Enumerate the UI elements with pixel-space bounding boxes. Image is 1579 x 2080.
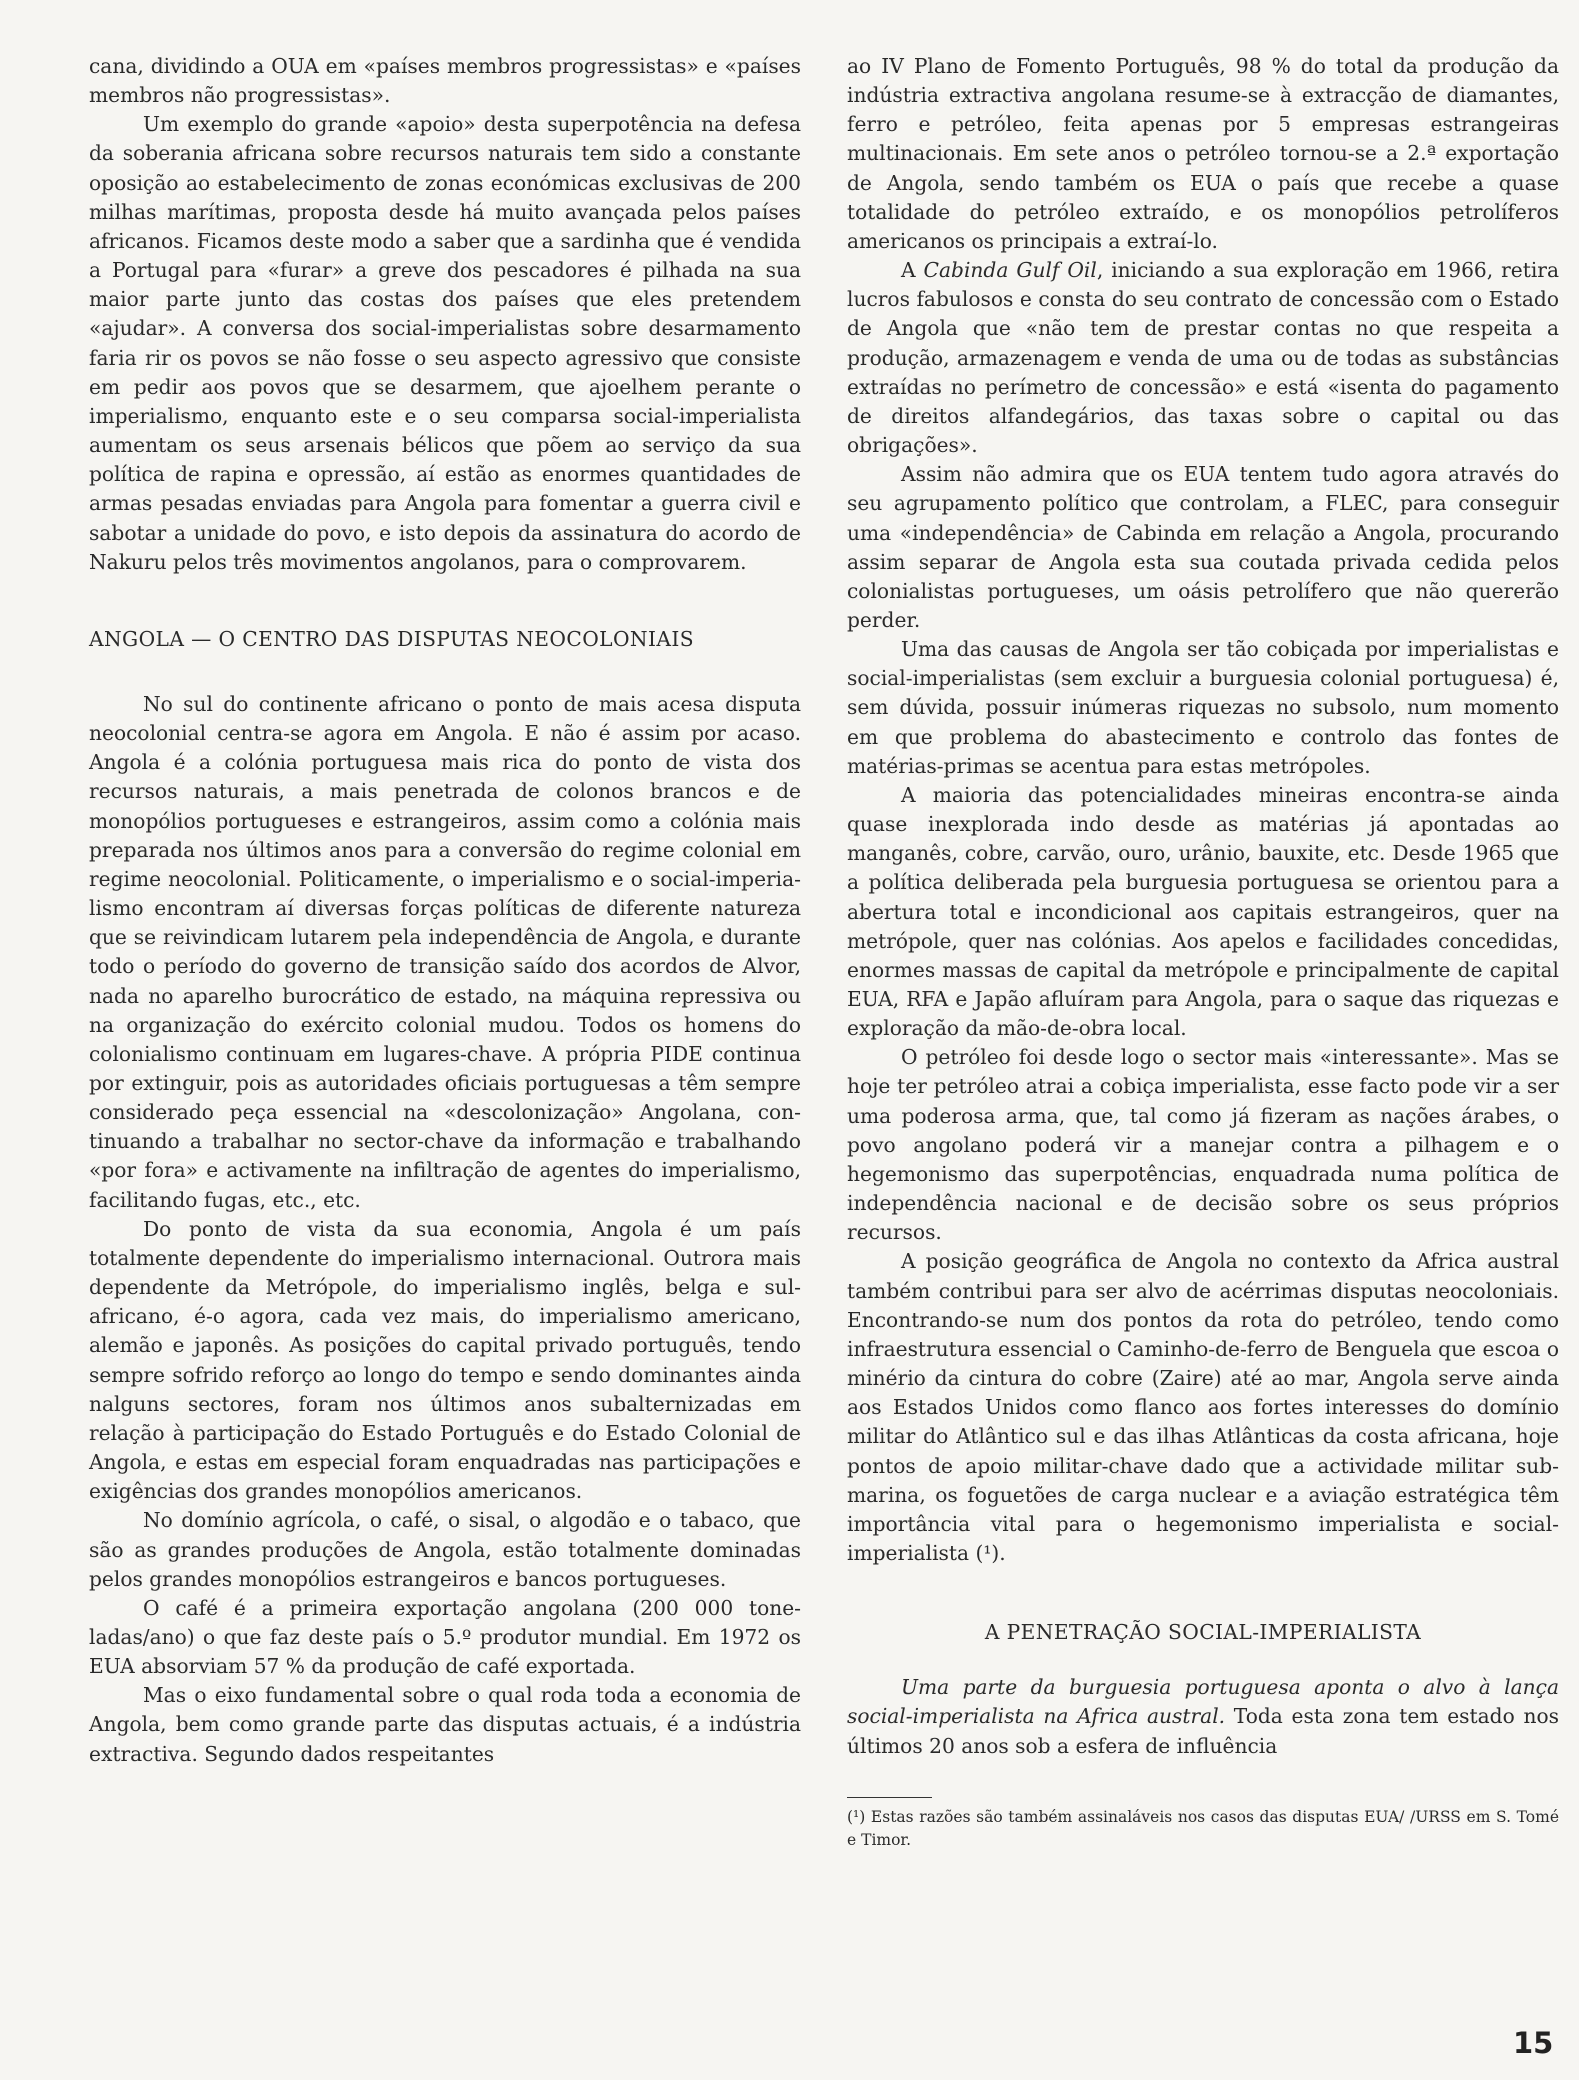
paragraph: Mas o eixo fundamental sobre o qual roda toda a economia de Angola, bem como grande parte das disputas actuais, é a indústria extractiva. Segundo dados respeitantes [89, 1683, 801, 1766]
paragraph [847, 1673, 1559, 1760]
lead-sentence: Uma parte da burguesia portuguesa aponta o alvo à lança social-imperialista na Africa austral. [847, 1675, 1559, 1729]
company-name: Cabinda Gulf Oil [923, 258, 1097, 283]
paragraph: Uma das causas de Angola ser tão cobiçada por imperialistas e social-imperialistas (sem excluir a burguesia colonial portuguesa) é, sem dúvida, possuir inúmeras riquezas no subsolo, num momento em que problema do abastecimento e controlo das fontes de matérias-primas se acentua para estas metrópoles. [847, 637, 1559, 778]
section-heading-angola: ANGOLA — O CENTRO DAS DISPUTAS NEOCOLONIAIS [89, 626, 694, 651]
paragraph: Assim não admira que os EUA tentem tudo agora através do seu agrupamento político que controlam, a FLEC, para conseguir uma «independência» de Cabinda em relação a Angola, procurando assim separar de Angola esta sua coutada privada cedida pelos colonialistas portugueses, um oásis petrolífero que não quererão perder. [847, 462, 1559, 632]
paragraph [847, 256, 1559, 460]
right-column [847, 52, 1559, 1852]
paragraph: O petróleo foi desde logo o sector mais «interessante». Mas se hoje ter petróleo atrai a cobiça imperialista, esse facto pode vir a ser uma poderosa arma, que, tal como já fizeram as nações árabes, o povo angolano poderá vir a manejar contra a pilhagem e o hegemonismo das superpotências, enquadrada numa política de independência nacional e de decisão sobre os seus próprios recursos. [847, 1045, 1559, 1245]
paragraph: A posição geográfica de Angola no contexto da Africa austral também contribui para ser alvo de acérrimas disputas neocoloniais. Encontrando-se num dos pontos da rota do petróleo, tendo como infraestrutura essencial o Caminho-de-ferro de Benguela que escoa o minério da cintura do cobre (Zaire) até ao mar, Angola serve ainda aos Estados Unidos como flanco aos fortes interesses do domínio militar do Atlântico sul e das ilhas Atlânticas da costa africana, hoje pontos de apoio militar-chave dado que a actividade militar submarina, os foguetões de carga nuclear e a aviação estratégica têm importância vital para o hegemonismo imperialista e social-imperialista (¹). [847, 1249, 1559, 1565]
paragraph: cana, dividindo a OUA em «países membros progressistas» e «países membros não progressistas». [89, 54, 801, 108]
paragraph: A maioria das potencialidades mineiras encontra-se ainda quase inexplorada indo desde as matérias já apontadas ao manganês, cobre, carvão, ouro, urânio, bauxite, etc. Desde 1965 que a política deliberada pela burguesia portuguesa se orientou para a abertura total e incondicional aos capitais estrangeiros, quer na metrópole, quer nas colónias. Aos apelos e facilidades concedidas, enormes massas de capital da metrópole e principalmente de capital EUA, RFA e Japão afluíram para Angola, para o saque das riquezas e exploração da mão-de-obra local. [847, 782, 1559, 1041]
left-column [89, 52, 801, 1769]
section-heading-penetracao: A PENETRAÇÃO SOCIAL-IMPERIALISTA [984, 1620, 1422, 1645]
footnote-divider [847, 1797, 932, 1798]
paragraph: O café é a primeira exportação angolana (200 000 toneladas/ano) o que faz deste país o 5.º produtor mundial. Em 1972 os EUA absorviam 57 % da produção de café exportada. [89, 1595, 801, 1679]
text-run: Toda esta zona tem estado nos últimos 20 anos sob a esfera de influência [847, 1704, 1560, 1758]
paragraph: Do ponto de vista da sua economia, Angola é um país totalmente dependente do imperialismo internacional. Outrora mais dependente da Metrópole, do imperialismo inglês, belga e sul-africano, é-o agora, cada vez mais, do imperialismo americano, alemão e japonês. As posições do capital privado português, tendo sempre sofrido reforço ao longo do tempo e sendo dominantes ainda nalguns sectores, foram nos últimos anos subalternizadas em relação à participação do Estado Português e do Estado Colonial de Angola, e estas em especial foram enquadradas nas participações e exigências dos grandes monopólios americanos. [89, 1216, 801, 1504]
paragraph: No sul do continente africano o ponto de mais acesa disputa neocolonial centra-se agora em Angola. E não é assim por acaso. Angola é a colónia portuguesa mais rica do ponto de vista dos recursos naturais, a mais penetrada de colonos brancos e de monopólios portugueses e estrangeiros, assim como a colónia mais preparada nos últimos anos para a conversão do regime colonial em regime neocolonial. Politicamente, o imperialismo e o social-imperialismo encontram aí diversas forças políticas de diferente natureza que se reivindicam lutarem pela independência de Angola, e durante todo o período do governo de transição saído dos acordos de Alvor, nada no aparelho burocrático de estado, na máquina repressiva ou na organização do exército colonial mudou. Todos os homens do colonialismo continuam em lugares-chave. A própria PIDE continua por extinguir, pois as autoridades oficiais portuguesas a têm sempre considerado peça essencial na «descolonização» Angolana, continuando a trabalhar no sector-chave da informação e trabalhando «por fora» e activamente na infiltração de agentes do imperialismo, facilitando fugas, etc., etc. [89, 691, 801, 1212]
text-run: A [901, 258, 924, 283]
footnote: (¹) Estas razões são também assinaláveis nos casos das disputas EUA/ /URSS em S. Tomé e Timor. [847, 1807, 1559, 1849]
paragraph: No domínio agrícola, o café, o sisal, o algodão e o tabaco, que são as grandes produções de Angola, estão totalmente dominadas pelos grandes monopólios estrangeiros e bancos portugueses. [89, 1508, 801, 1591]
page-number: 15 [1513, 2026, 1554, 2060]
paragraph: ao IV Plano de Fomento Português, 98 % do total da produção da indústria extractiva angolana resume-se à extracção de diamantes, ferro e petróleo, feita apenas por 5 empresas estrangeiras multinacionais. Em sete anos o petróleo tornou-se a 2.ª exportação de Angola, sendo também os EUA o país que recebe a quase totalidade do petróleo extraído, e os monopólios petrolíferos americanos os principais a extraí-lo. [847, 54, 1559, 253]
text-run: , iniciando a sua exploração em 1966, retira lucros fabulosos e consta do seu contrato de concessão com o Estado de Angola que «não tem de prestar contas no que respeita a produção, armazenagem e venda de uma ou de todas as substâncias extraídas no perímetro de concessão» e está «isenta do pagamento de direitos alfandegários, das taxas sobre o capital ou das obrigações». [847, 258, 1559, 458]
paragraph: Um exemplo do grande «apoio» desta superpotência na defesa da soberania africana sobre recursos naturais tem sido a constante oposição ao estabelecimento de zonas económicas exclusivas de 200 milhas marítimas, proposta desde há muito avançada pelos países africanos. Ficamos deste modo a saber que a sardinha que é vendida a Portugal para «furar» a greve dos pescadores é pilhada na sua maior parte junto das costas dos países que eles pretendem «ajudar». A conversa dos social-imperialistas sobre desarmamento faria rir os povos se não fosse o seu aspecto agressivo que consiste em pedir aos povos que se desarmem, que ajoelhem perante o imperialismo, enquanto este e o seu comparsa social-imperialista aumentam os seus arsenais bélicos que põem ao serviço da sua política de rapina e opressão, aí estão as enormes quantidades de armas pesadas enviadas para Angola para fomentar a guerra civil e sabotar a unidade do povo, e isto depois da assinatura do acordo de Nakuru pelos três movimentos angolanos, para o comprovarem. [89, 112, 801, 574]
